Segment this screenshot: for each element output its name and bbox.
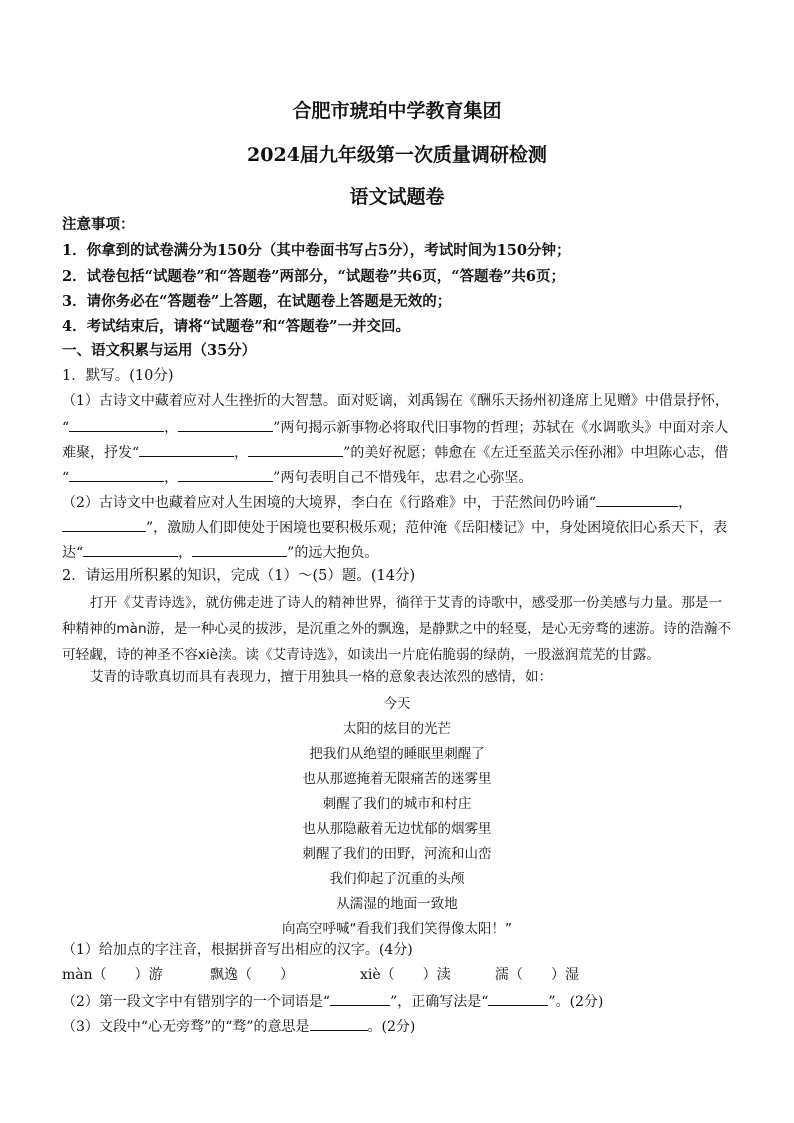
text: ”，激励人们即使处于困境也要积极乐观；范仲淹《岳阳楼记》中，身处困境依旧心系天下，表 — [146, 520, 728, 536]
question-1-title: 1．默写。(10分) — [62, 368, 174, 384]
answer-blank[interactable] — [330, 991, 390, 1006]
poem-line: 我们仰起了沉重的头颅 — [329, 871, 465, 887]
note-item: 1．你拿到的试卷满分为150分（其中卷面书写占5分），考试时间为150分钟； — [62, 242, 571, 259]
text: “ — [62, 420, 70, 436]
subject-title: 语文试题卷 — [349, 186, 445, 208]
note-item: 3．请你务必在“答题卷”上答题，在试题卷上答题是无效的； — [62, 293, 452, 310]
answer-blank[interactable] — [69, 467, 164, 482]
question-2-title: 2．请运用所积累的知识，完成（1）～(5）题。(14分) — [62, 568, 416, 584]
notes-heading: 注意事项： — [62, 216, 135, 233]
poem-line: 也从那遮掩着无限痛苦的迷雾里 — [302, 771, 492, 787]
note-item: 4．考试结束后，请将“试题卷”和“答题卷”一并交回。 — [62, 318, 410, 335]
text: （2）第一段文字中有错别字的一个词语是“ — [62, 994, 331, 1010]
sub-question-3 — [62, 1016, 742, 1036]
text: “ — [62, 470, 70, 486]
text: ， — [678, 495, 693, 511]
poem-line: 今天 — [383, 696, 411, 712]
text: ”的远大抱负。 — [287, 545, 379, 561]
q1-part2-line2 — [62, 517, 742, 537]
q1-part2-line3 — [62, 542, 742, 562]
pinyin-item[interactable]: 濡（ ）湿 — [495, 967, 579, 983]
answer-blank[interactable] — [178, 467, 273, 482]
text: ， — [164, 470, 179, 486]
text: ”。(2分) — [548, 994, 604, 1010]
answer-blank[interactable] — [178, 417, 273, 432]
answer-blank[interactable] — [248, 442, 343, 457]
text: ”两句揭示新事物必将取代旧事物的哲理；苏轼在《水调歌头》中面对亲人 — [273, 420, 729, 436]
answer-blank[interactable] — [192, 542, 287, 557]
poem-line: 也从那隐蔽着无边忧郁的烟雾里 — [302, 821, 492, 837]
text: （3）文段中“心无旁骛”的“骛”的意思是 — [62, 1019, 310, 1035]
answer-blank[interactable] — [62, 517, 146, 532]
answer-blank[interactable] — [69, 417, 164, 432]
note-item: 2．试卷包括“试题卷”和“答题卷”两部分，“试题卷”共6页，“答题卷”共6页； — [62, 268, 565, 285]
poem-line: 太阳的炫目的光芒 — [343, 721, 451, 737]
sub-question-1-title: （1）给加点的字注音，根据拼音写出相应的汉字。(4分) — [62, 942, 413, 958]
poem-line: 刺醒了我们的田野，河流和山峦 — [302, 846, 492, 862]
school-title: 合肥市琥珀中学教育集团 — [292, 100, 502, 122]
poem-line: 从濡湿的地面一致地 — [336, 896, 458, 912]
pinyin-item[interactable]: màn（ ）游 — [62, 967, 163, 983]
text: ， — [234, 445, 249, 461]
q1-part1-line4 — [62, 467, 742, 487]
answer-blank[interactable] — [139, 442, 234, 457]
text: 。(2分) — [367, 1019, 416, 1035]
text: （2）古诗文中也藏着应对人生困境的大境界，李白在《行路难》中，于茫然间仍吟诵“ — [62, 495, 597, 511]
exam-title: 2024届九年级第一次质量调研检测 — [247, 144, 547, 166]
q1-part1-line2 — [62, 417, 742, 437]
text: ， — [164, 420, 179, 436]
poem-line: 把我们从绝望的睡眠里刺醒了 — [309, 746, 485, 762]
text: ”，正确写法是“ — [390, 994, 489, 1010]
q1-part2-line1 — [62, 492, 742, 512]
text: 难聚，抒发“ — [62, 445, 140, 461]
sub-question-2 — [62, 991, 742, 1011]
answer-blank[interactable] — [310, 1016, 368, 1031]
sub-question-1-items — [62, 966, 742, 984]
passage-paragraph-1: 打开《艾青诗选》，就仿佛走进了诗人的精神世界，徜徉于艾青的诗歌中，感受那一份美感与力量。那是一种精神的màn游，是一种心灵的拔涉，是沉重之外的飘逸，是静默之中的轻戛，是心无旁骛的速游。诗的浩瀚不可轻觑，诗的神圣不容xiè渎。读《艾青诗选》，如读出一片庇佑脆弱的绿荫，一股滋润荒芜的甘露。 — [62, 595, 732, 663]
q1-part1-line3 — [62, 442, 742, 462]
poem-line: 向高空呼喊“看我们我们笑得像太阳！” — [282, 921, 512, 937]
q1-part1-line1: （1）古诗文中藏着应对人生挫折的大智慧。面对贬谪，刘禹锡在《酬乐天扬州初逢席上见赠》中借景抒怀， — [62, 393, 729, 409]
answer-blank[interactable] — [596, 492, 678, 507]
pinyin-item[interactable]: xiè（ ）渎 — [360, 967, 451, 983]
pinyin-item[interactable]: 飘逸（ ） — [210, 967, 294, 983]
text: 达“ — [62, 545, 84, 561]
text: ”的美好祝愿；韩愈在《左迁至蓝关示侄孙湘》中坦陈心志，借 — [343, 445, 729, 461]
poem-line: 刺醒了我们的城市和村庄 — [322, 796, 472, 812]
answer-blank[interactable] — [488, 991, 548, 1006]
answer-blank[interactable] — [83, 542, 178, 557]
text: ， — [178, 545, 193, 561]
passage-paragraph-2: 艾青的诗歌真切而具有表现力，擅于用独具一格的意象表达浓烈的感情，如： — [90, 669, 553, 685]
section-heading: 一、语文积累与运用（35分） — [62, 342, 257, 359]
text: ”两句表明自己不惜残年，忠君之心弥坚。 — [273, 470, 533, 486]
